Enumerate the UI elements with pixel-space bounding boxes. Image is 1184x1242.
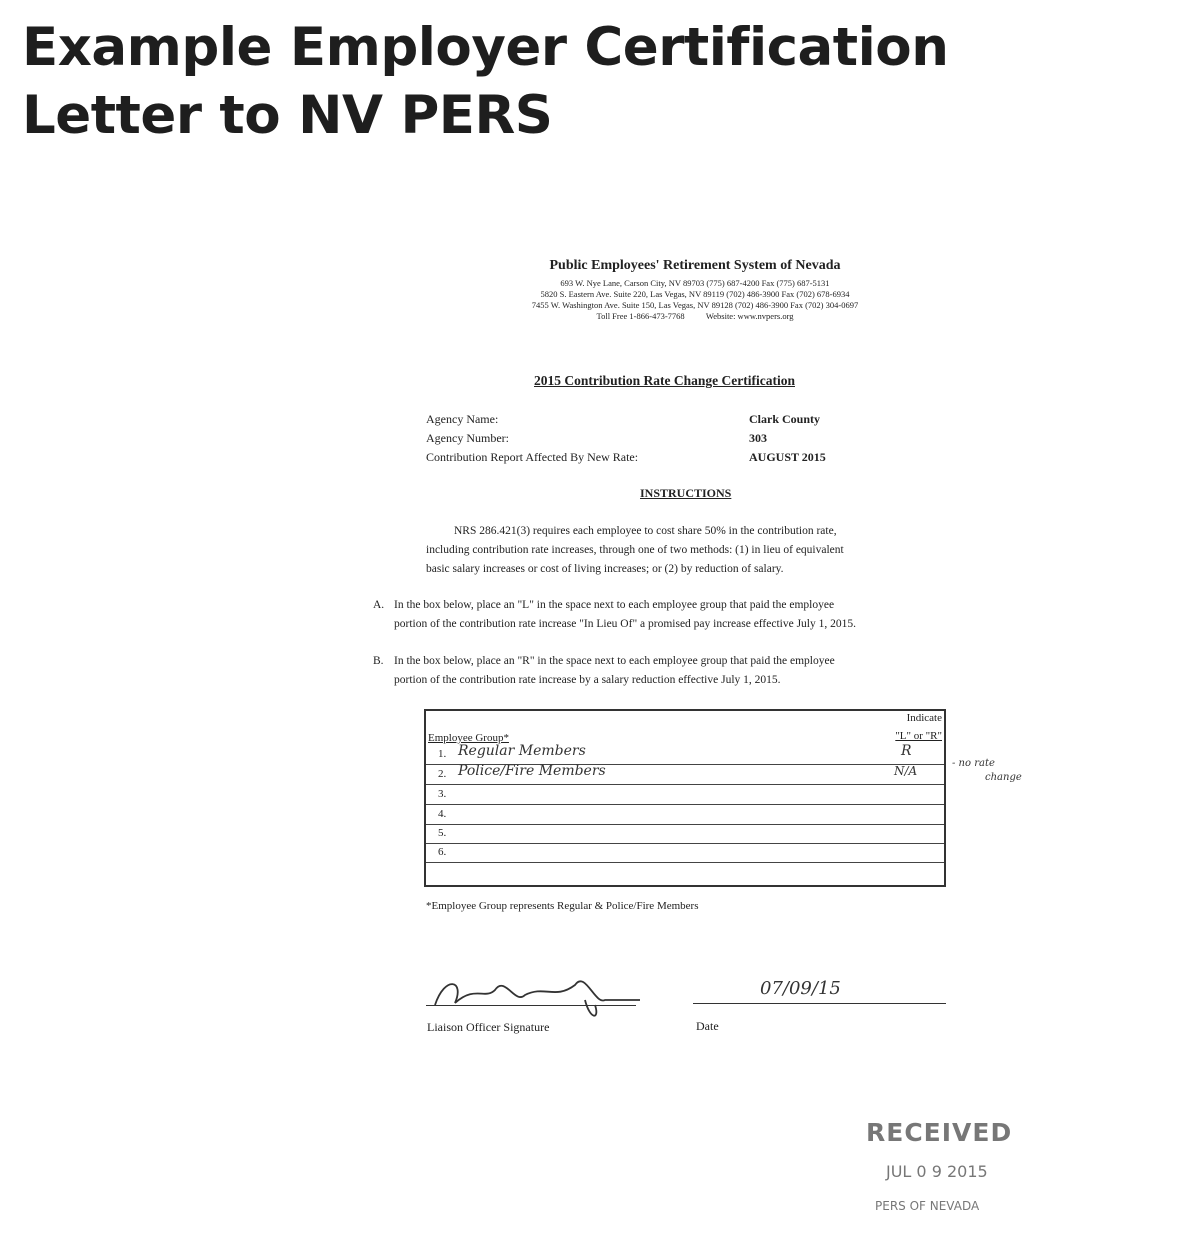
section-title: 2015 Contribution Rate Change Certification	[534, 373, 795, 388]
instructions-title: INSTRUCTIONS	[640, 486, 732, 500]
row-code: R	[901, 743, 912, 759]
website: Website: www.nvpers.org	[705, 311, 794, 321]
address-line: 5820 S. Eastern Ave. Suite 220, Las Vegas, NV 89119 (702) 486-3900 Fax (702) 678-6934	[540, 289, 850, 299]
field-label: Agency Number:	[426, 431, 509, 445]
col-header-code: "L" or "R"	[895, 730, 942, 742]
field-value: Clark County	[749, 412, 821, 426]
field-value: 303	[749, 431, 767, 445]
para-line: In the box below, place an "L" in the space next to each employee group that paid the employee	[394, 599, 835, 611]
field-label: Agency Name:	[426, 412, 499, 426]
row-code: N/A	[894, 764, 918, 778]
table-row	[426, 785, 944, 805]
footnote: *Employee Group represents Regular & Police/Fire Members	[426, 900, 699, 912]
item-letter: A.	[373, 599, 385, 611]
org-name: Public Employees' Retirement System of Nevada	[549, 258, 841, 273]
field-values	[749, 410, 826, 467]
toll-free: Toll Free 1-866-473-7768	[596, 311, 685, 321]
field-value: AUGUST 2015	[749, 450, 826, 464]
employee-group-table	[424, 709, 946, 887]
row-group: Police/Fire Members	[458, 763, 606, 779]
table-row	[426, 843, 944, 863]
field-labels	[426, 410, 638, 467]
col-header-group: Employee Group*	[428, 732, 509, 744]
item-a	[373, 596, 856, 630]
row-num: 1.	[438, 748, 447, 760]
table-row	[426, 805, 944, 825]
page-title: Example Employer Certification Letter to NV PERS	[22, 17, 949, 146]
para-line: In the box below, place an "R" in the space next to each employee group that paid the employee	[394, 655, 835, 667]
org-addresses	[470, 278, 920, 322]
para-line: NRS 286.421(3) requires each employee to cost share 50% in the contribution rate,	[454, 525, 837, 537]
row-num: 4.	[438, 808, 447, 820]
address-line: 693 W. Nye Lane, Carson City, NV 89703 (775) 687-4200 Fax (775) 687-5131	[560, 278, 830, 288]
signature-image	[425, 965, 645, 1025]
date-value: 07/09/15	[760, 978, 841, 999]
field-label: Contribution Report Affected By New Rate:	[426, 450, 639, 464]
table-row	[426, 824, 944, 844]
row-num: 6.	[438, 846, 447, 858]
date-label: Date	[696, 1019, 719, 1033]
para-line: portion of the contribution rate increase by a salary reduction effective July 1, 2015.	[394, 674, 781, 686]
para-line: portion of the contribution rate increase "In Lieu Of" a promised pay increase effective July 1, 2015.	[394, 618, 856, 630]
para-line: basic salary increases or cost of living increases; or (2) by reduction of salary.	[426, 563, 784, 575]
row-num: 2.	[438, 768, 447, 780]
instructions-paragraph	[426, 522, 844, 579]
stamp-line: PERS OF NEVADA	[875, 1199, 980, 1213]
margin-note: - no rate	[952, 758, 995, 769]
table-row	[426, 765, 944, 785]
table-row	[426, 745, 944, 765]
row-num: 5.	[438, 827, 447, 839]
row-group: Regular Members	[458, 743, 586, 759]
margin-note: change	[985, 772, 1022, 783]
stamp-line: JUL 0 9 2015	[886, 1162, 988, 1181]
stamp-line: RECEIVED	[866, 1118, 1013, 1147]
para-line: including contribution rate increases, through one of two methods: (1) in lieu of equivalent	[426, 544, 844, 556]
item-b	[373, 652, 835, 686]
col-header-indicate: Indicate	[906, 712, 942, 724]
signature-label: Liaison Officer Signature	[427, 1020, 550, 1034]
address-line: 7455 W. Washington Ave. Suite 150, Las Vegas, NV 89128 (702) 486-3900 Fax (702) 304-0697	[531, 300, 859, 310]
item-letter: B.	[373, 655, 384, 667]
row-num: 3.	[438, 788, 447, 800]
